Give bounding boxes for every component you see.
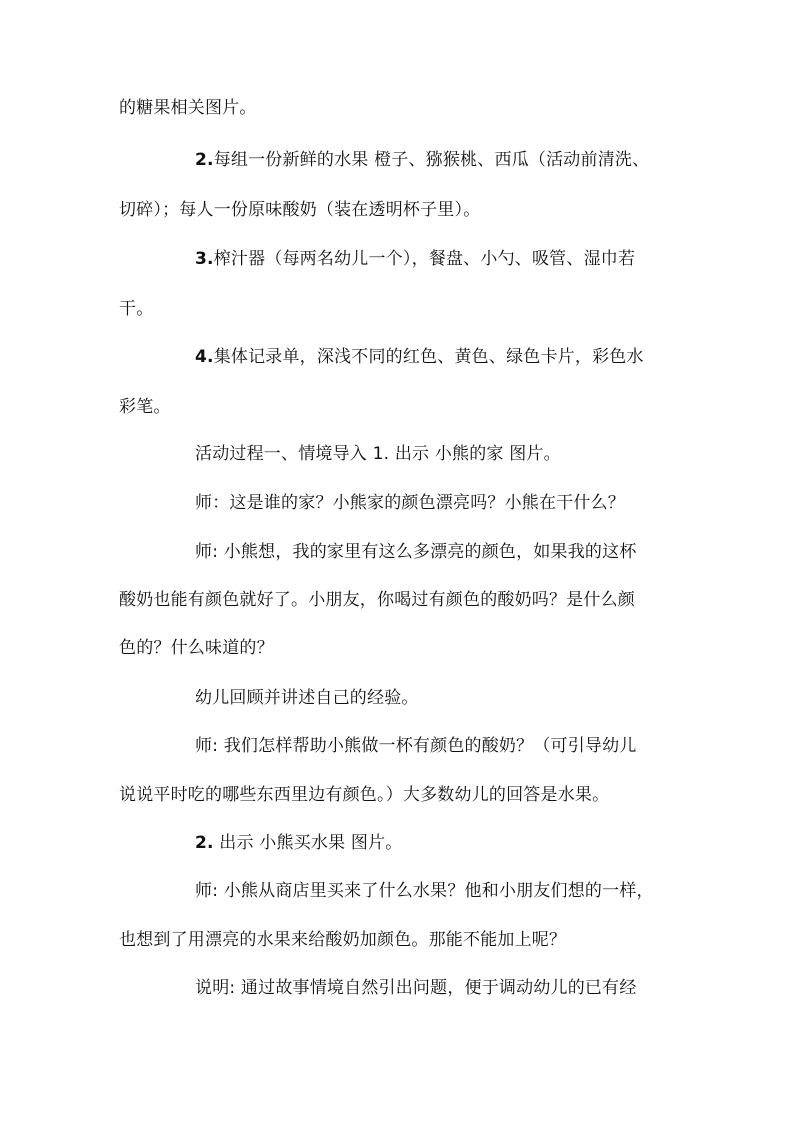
list-number: 2. xyxy=(195,833,214,853)
paragraph-line: 师：这是谁的家？小熊家的颜色漂亮吗？小熊在干什么？ xyxy=(195,493,625,513)
text-line: 说说平时吃的哪些东西里边有颜色。）大多数幼儿的回答是水果。 xyxy=(119,785,610,805)
paragraph-line: 说明: 通过故事情境自然引出问题，便于调动幼儿的已有经 xyxy=(195,978,637,998)
list-number: 2. xyxy=(195,150,214,170)
section-heading: 活动过程一、情境导入 1. 出示 小熊的家 图片。 xyxy=(195,444,561,464)
list-item-2: 2.每组一份新鲜的水果 橙子、猕猴桃、西瓜（活动前清洗、 xyxy=(195,150,650,170)
list-item-3: 3.榨汁器（每两名幼儿一个），餐盘、小勺、吸管、湿巾若 xyxy=(195,249,636,269)
paragraph-line: 幼儿回顾并讲述自己的经验。 xyxy=(195,688,419,708)
list-number: 4. xyxy=(195,347,214,367)
text-line: 的糖果相关图片。 xyxy=(119,98,257,118)
list-item-4: 4.集体记录单，深浅不同的红色、黄色、绿色卡片，彩色水 xyxy=(195,347,644,367)
text-line: 酸奶也能有颜色就好了。小朋友，你喝过有颜色的酸奶吗？是什么颜 xyxy=(119,590,635,610)
paragraph-line: 师: 我们怎样帮助小熊做一杯有颜色的酸奶？（可引导幼儿 xyxy=(195,736,637,756)
list-number: 3. xyxy=(195,249,214,269)
list-item-step-2: 2. 出示 小熊买水果 图片。 xyxy=(195,833,403,853)
text-line: 干。 xyxy=(119,299,154,319)
text-line: 也想到了用漂亮的水果来给酸奶加颜色。那能不能加上呢？ xyxy=(119,930,567,950)
paragraph-line: 师: 小熊从商店里买来了什么水果？他和小朋友们想的一样， xyxy=(195,881,654,901)
text-line: 色的？什么味道的？ xyxy=(119,638,274,658)
text-line: 切碎）；每人一份原味酸奶（装在透明杯子里）。 xyxy=(119,200,481,220)
text-line: 彩笔。 xyxy=(119,397,171,417)
paragraph-line: 师: 小熊想，我的家里有这么多漂亮的颜色，如果我的这杯 xyxy=(195,542,637,562)
